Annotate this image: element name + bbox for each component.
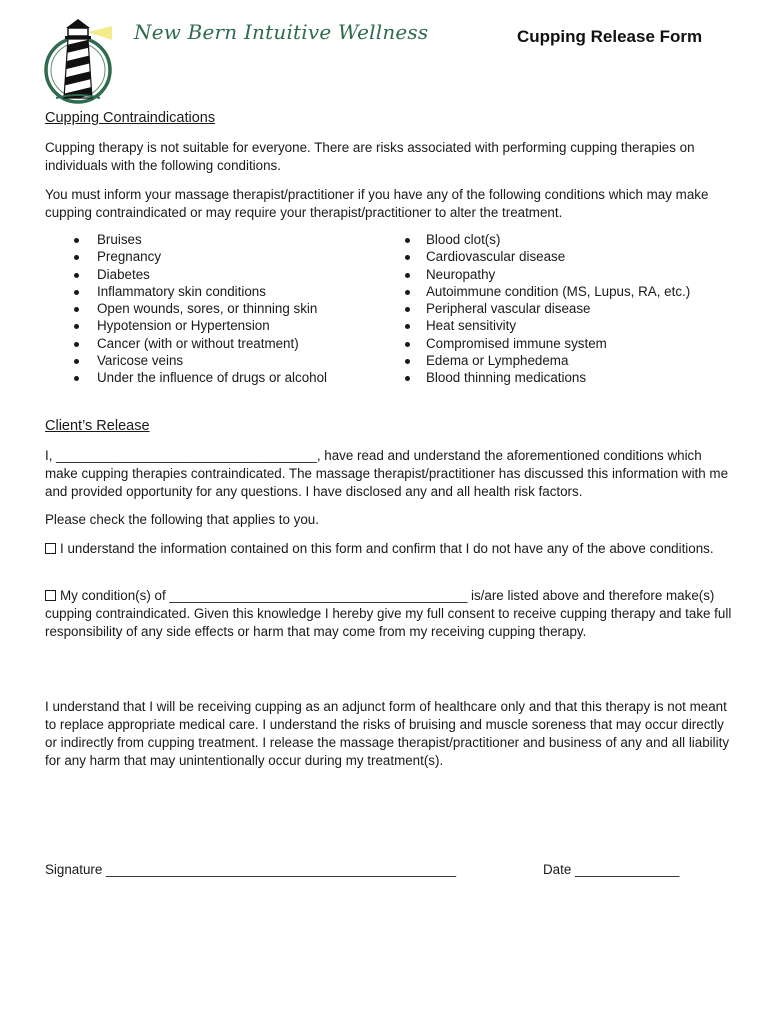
release-statement: I, ___________________________________, have read and understand the aforementioned conditions which make cupping therapies contraindicated. The massage therapist/practitioner has discussed this information with me and provided opportunity for any questions. I have disclosed any and all health risk factors. <box>45 448 729 499</box>
form-title: Cupping Release Form <box>517 27 703 46</box>
list-item: Hypotension or Hypertension <box>45 317 327 334</box>
option-has-conditions-text: My condition(s) of ________________________________________ is/are listed above and therefore make(s) cupping contraindicated. Given this knowledge I hereby give my full consent to receive cupping therapy and take full responsibility of any side effects or harm that may come from my receiving cupping therapy. <box>45 588 732 639</box>
list-item: Cardiovascular disease <box>403 248 690 265</box>
option-has-conditions <box>45 587 735 641</box>
list-item: Blood thinning medications <box>403 369 690 386</box>
date-line[interactable]: Date ______________ <box>543 862 680 877</box>
release-heading: Client’s Release <box>45 418 150 434</box>
check-prompt: Please check the following that applies to you. <box>45 512 319 527</box>
option-no-conditions-text: I understand the information contained on this form and confirm that I do not have any of the above conditions. <box>60 541 714 556</box>
list-item: Neuropathy <box>403 266 690 283</box>
list-item: Edema or Lymphedema <box>403 352 690 369</box>
list-item: Open wounds, sores, or thinning skin <box>45 300 327 317</box>
list-item: Inflammatory skin conditions <box>45 283 327 300</box>
list-item: Diabetes <box>45 266 327 283</box>
list-item: Blood clot(s) <box>403 231 690 248</box>
brand-name: New Bern Intuitive Wellness <box>134 20 429 44</box>
has-conditions-checkbox[interactable] <box>45 590 56 601</box>
contraindications-list-left <box>45 231 327 387</box>
contraindications-intro: Cupping therapy is not suitable for everyone. There are risks associated with performing cupping therapies on individuals with the following conditions. <box>45 140 695 173</box>
list-item: Under the influence of drugs or alcohol <box>45 369 327 386</box>
lighthouse-logo <box>44 18 114 106</box>
list-item: Compromised immune system <box>403 335 690 352</box>
contraindications-list-right <box>403 231 690 387</box>
list-item: Bruises <box>45 231 327 248</box>
contraindications-heading: Cupping Contraindications <box>45 110 216 126</box>
list-item: Autoimmune condition (MS, Lupus, RA, etc.) <box>403 283 690 300</box>
list-item: Pregnancy <box>45 248 327 265</box>
list-item: Peripheral vascular disease <box>403 300 690 317</box>
list-item: Varicose veins <box>45 352 327 369</box>
list-item: Heat sensitivity <box>403 317 690 334</box>
contraindications-instruction: You must inform your massage therapist/practitioner if you have any of the following conditions which may make cupping contraindicated or may require your therapist/practitioner to alter the treatment. <box>45 187 709 220</box>
list-item: Cancer (with or without treatment) <box>45 335 327 352</box>
no-conditions-checkbox[interactable] <box>45 543 56 554</box>
option-no-conditions <box>45 540 735 558</box>
liability-disclaimer: I understand that I will be receiving cupping as an adjunct form of healthcare only and that this therapy is not meant to replace appropriate medical care. I understand the risks of bruising and muscle soreness that may occur directly or indirectly from cupping treatment. I release the massage therapist/practitioner and business of any and all liability for any harm that may unintentionally occur during my treatment(s). <box>45 699 730 768</box>
signature-line[interactable]: Signature _______________________________________________ <box>45 862 457 877</box>
